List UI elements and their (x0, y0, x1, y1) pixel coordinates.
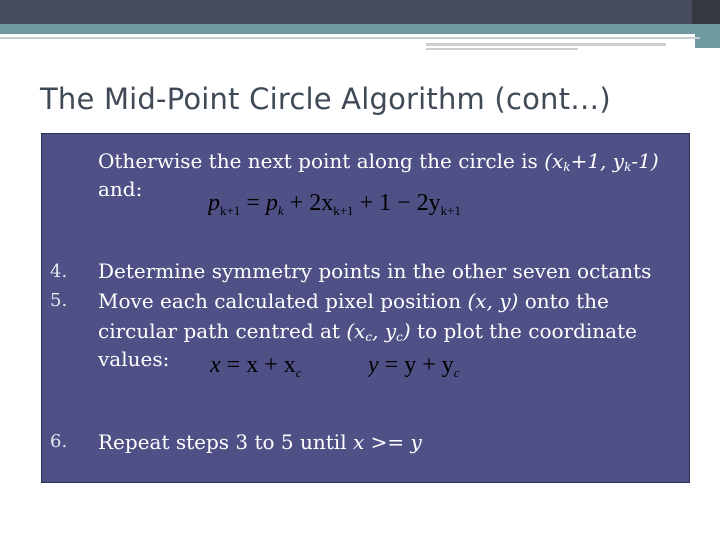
slide-title: The Mid-Point Circle Algorithm (cont…) (40, 82, 611, 116)
svg-text:pk+1 = pk + 2xk+1 + 1 − 2yk+1: $p_{k+1} = p_k + 2x_{k+1} + 1 - 2y_{k+1}$ (208, 190, 461, 218)
svg-text:y = y + yc: $y = y + y_c$ (368, 352, 460, 380)
step-5-line-2: circular path centred at ($x_c$, $y_c$) to plot the coordinate (98, 319, 637, 344)
step-4-text: Determine symmetry points in the other seven octants (98, 259, 652, 283)
x-equation-svg (210, 350, 350, 384)
step-number-4: 4. (50, 261, 68, 282)
step-number-6: 6. (50, 431, 68, 452)
step-6-text: Repeat steps 3 to 5 until x >= y (98, 430, 422, 454)
step-number-5: 5. (50, 290, 68, 311)
decorative-line (0, 37, 700, 39)
y-equation-svg (368, 350, 508, 384)
step-5-line-1: Move each calculated pixel position (x, y) onto the (98, 289, 609, 313)
svg-text:x = x + xc: $x = x + x_c$ (210, 352, 302, 380)
y-equation (368, 350, 508, 388)
accent-bar (0, 24, 720, 34)
x-equation (210, 350, 350, 388)
top-banner-bar (0, 0, 720, 24)
otherwise-text: Otherwise the next point along the circle is ($x_k+1$, $y_k-1$) (98, 149, 659, 174)
and-text: and: (98, 177, 143, 201)
recurrence-equation-svg (208, 188, 528, 222)
decorative-line (426, 43, 666, 46)
content-box (41, 133, 690, 483)
step-5-line-3: values: (98, 347, 170, 371)
top-banner-corner (692, 0, 720, 24)
accent-bar-corner (695, 24, 720, 48)
recurrence-equation (208, 188, 528, 226)
decorative-line (426, 48, 578, 50)
